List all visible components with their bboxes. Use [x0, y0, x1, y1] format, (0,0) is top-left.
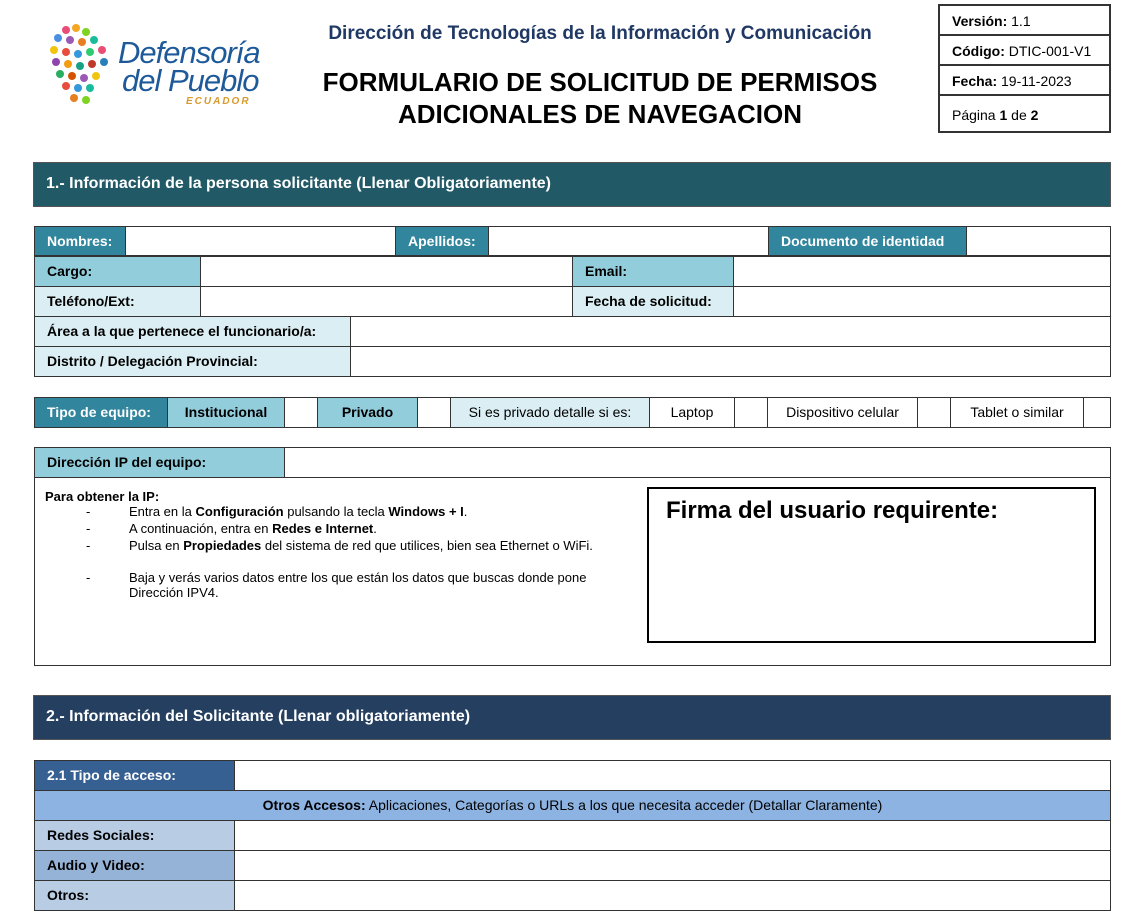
- tablet-option-label: Tablet o similar: [950, 397, 1084, 428]
- ip-step-3: Pulsa en Propiedades del sistema de red que utilices, bien sea Ethernet o WiFi.: [129, 538, 593, 553]
- surnames-label: Apellidos:: [395, 226, 489, 256]
- ip-input[interactable]: [284, 447, 1111, 478]
- request-date-input[interactable]: [733, 286, 1111, 317]
- department-title: Dirección de Tecnologías de la Información y Comunicación: [328, 23, 872, 44]
- private-checkbox[interactable]: [417, 397, 451, 428]
- id-document-input[interactable]: [966, 226, 1111, 256]
- bullet-dash: -: [86, 504, 91, 519]
- private-option-label: Privado: [317, 397, 418, 428]
- equipment-type-label: Tipo de equipo:: [34, 397, 168, 428]
- ip-step-2: A continuación, entra en Redes e Internet.: [129, 521, 377, 536]
- section2-header: 2.- Información del Solicitante (Llenar obligatoriamente): [33, 695, 1111, 740]
- others-label: Otros:: [34, 880, 235, 911]
- ip-step-1: Entra en la Configuración pulsando la tecla Windows + I.: [129, 504, 468, 519]
- area-input[interactable]: [350, 316, 1111, 347]
- request-date-label: Fecha de solicitud:: [572, 286, 734, 317]
- area-label: Área a la que pertenece el funcionario/a:: [34, 316, 351, 347]
- social-networks-input[interactable]: [234, 820, 1111, 851]
- code-field: Código: DTIC-001-V1: [938, 34, 1111, 66]
- laptop-checkbox[interactable]: [734, 397, 768, 428]
- phone-label: Teléfono/Ext:: [34, 286, 201, 317]
- version-field: Versión: 1.1: [938, 4, 1111, 36]
- names-label: Nombres:: [34, 226, 126, 256]
- district-input[interactable]: [350, 346, 1111, 377]
- bullet-dash: -: [86, 521, 91, 536]
- other-access-heading: Otros Accesos: Aplicaciones, Categorías o URLs a los que necesita acceder (Detallar Claramente): [34, 790, 1111, 821]
- position-input[interactable]: [200, 256, 573, 287]
- audio-video-label: Audio y Video:: [34, 850, 235, 881]
- logo-mark-icon: [46, 22, 118, 112]
- cellphone-checkbox[interactable]: [917, 397, 951, 428]
- private-detail-label: Si es privado detalle si es:: [450, 397, 650, 428]
- ip-label: Dirección IP del equipo:: [34, 447, 285, 478]
- ip-instructions-title: Para obtener la IP:: [45, 489, 160, 504]
- bullet-dash: -: [86, 570, 91, 585]
- email-label: Email:: [572, 256, 734, 287]
- cellphone-option-label: Dispositivo celular: [767, 397, 918, 428]
- form-title: FORMULARIO DE SOLICITUD DE PERMISOS ADICIONALES DE NAVEGACION: [322, 67, 878, 129]
- position-label: Cargo:: [34, 256, 201, 287]
- social-networks-label: Redes Sociales:: [34, 820, 235, 851]
- audio-video-input[interactable]: [234, 850, 1111, 881]
- signature-label: Firma del usuario requirente:: [666, 497, 999, 524]
- names-input[interactable]: [125, 226, 396, 256]
- section1-header: 1.- Información de la persona solicitante (Llenar Obligatoriamente): [33, 162, 1111, 207]
- institutional-option-label: Institucional: [167, 397, 285, 428]
- ip-step-4: Baja y verás varios datos entre los que están los datos que buscas donde pone Dirección IPV4.: [129, 570, 587, 600]
- logo-text: del Pueblo: [122, 63, 259, 98]
- logo-subtext: ECUADOR: [186, 96, 251, 107]
- email-input[interactable]: [733, 256, 1111, 287]
- tablet-checkbox[interactable]: [1083, 397, 1111, 428]
- id-document-label: Documento de identidad: [768, 226, 967, 256]
- logo-text: Defensoría: [118, 35, 260, 70]
- phone-input[interactable]: [200, 286, 573, 317]
- district-label: Distrito / Delegación Provincial:: [34, 346, 351, 377]
- date-field: Fecha: 19-11-2023: [938, 64, 1111, 96]
- surnames-input[interactable]: [488, 226, 769, 256]
- laptop-option-label: Laptop: [649, 397, 735, 428]
- access-type-label: 2.1 Tipo de acceso:: [34, 760, 235, 791]
- institutional-checkbox[interactable]: [284, 397, 318, 428]
- others-input[interactable]: [234, 880, 1111, 911]
- page-number: Página 1 de 2: [938, 94, 1111, 133]
- access-type-input[interactable]: [234, 760, 1111, 791]
- bullet-dash: -: [86, 538, 91, 553]
